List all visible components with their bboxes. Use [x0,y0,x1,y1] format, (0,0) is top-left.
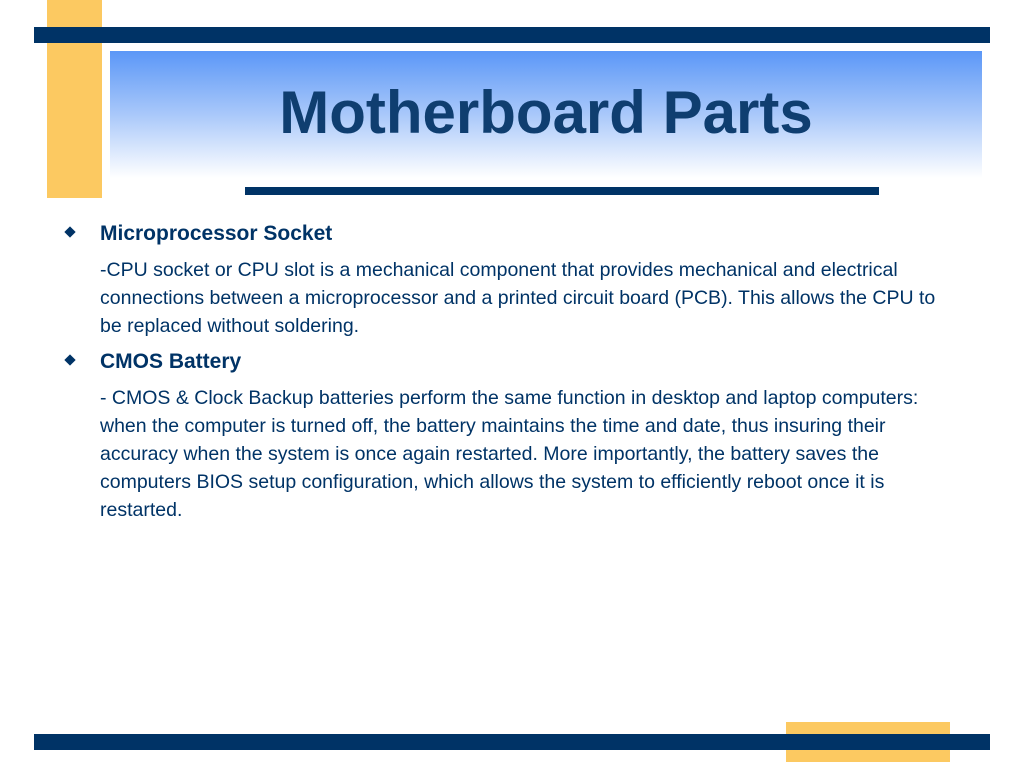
diamond-bullet-icon [64,354,75,365]
bullet-body: - CMOS & Clock Backup batteries perform the same function in desktop and laptop computers: when the computer is turned off, the battery maintains the time and date, thus insuring their accuracy when the system is once again restarted. More importantly, the battery saves the computers BIOS setup configuration, which allows the system to efficiently reboot once it is restarted. [100,387,919,521]
title-underline [245,187,879,195]
slide-content [60,218,960,530]
bottom-bar [34,734,990,750]
bullet-heading: Microprocessor Socket [100,222,333,245]
bullet-body: -CPU socket or CPU slot is a mechanical component that provides mechanical and electrical connections between a microprocessor and a printed circuit board (PCB). This allows the CPU to be replaced without soldering. [100,259,936,337]
bullet-item [60,218,960,250]
diamond-bullet-icon [64,226,75,237]
slide-title: Motherboard Parts [279,79,813,146]
top-bar [34,27,990,43]
bullet-item [60,346,960,378]
bullet-heading: CMOS Battery [100,350,242,373]
